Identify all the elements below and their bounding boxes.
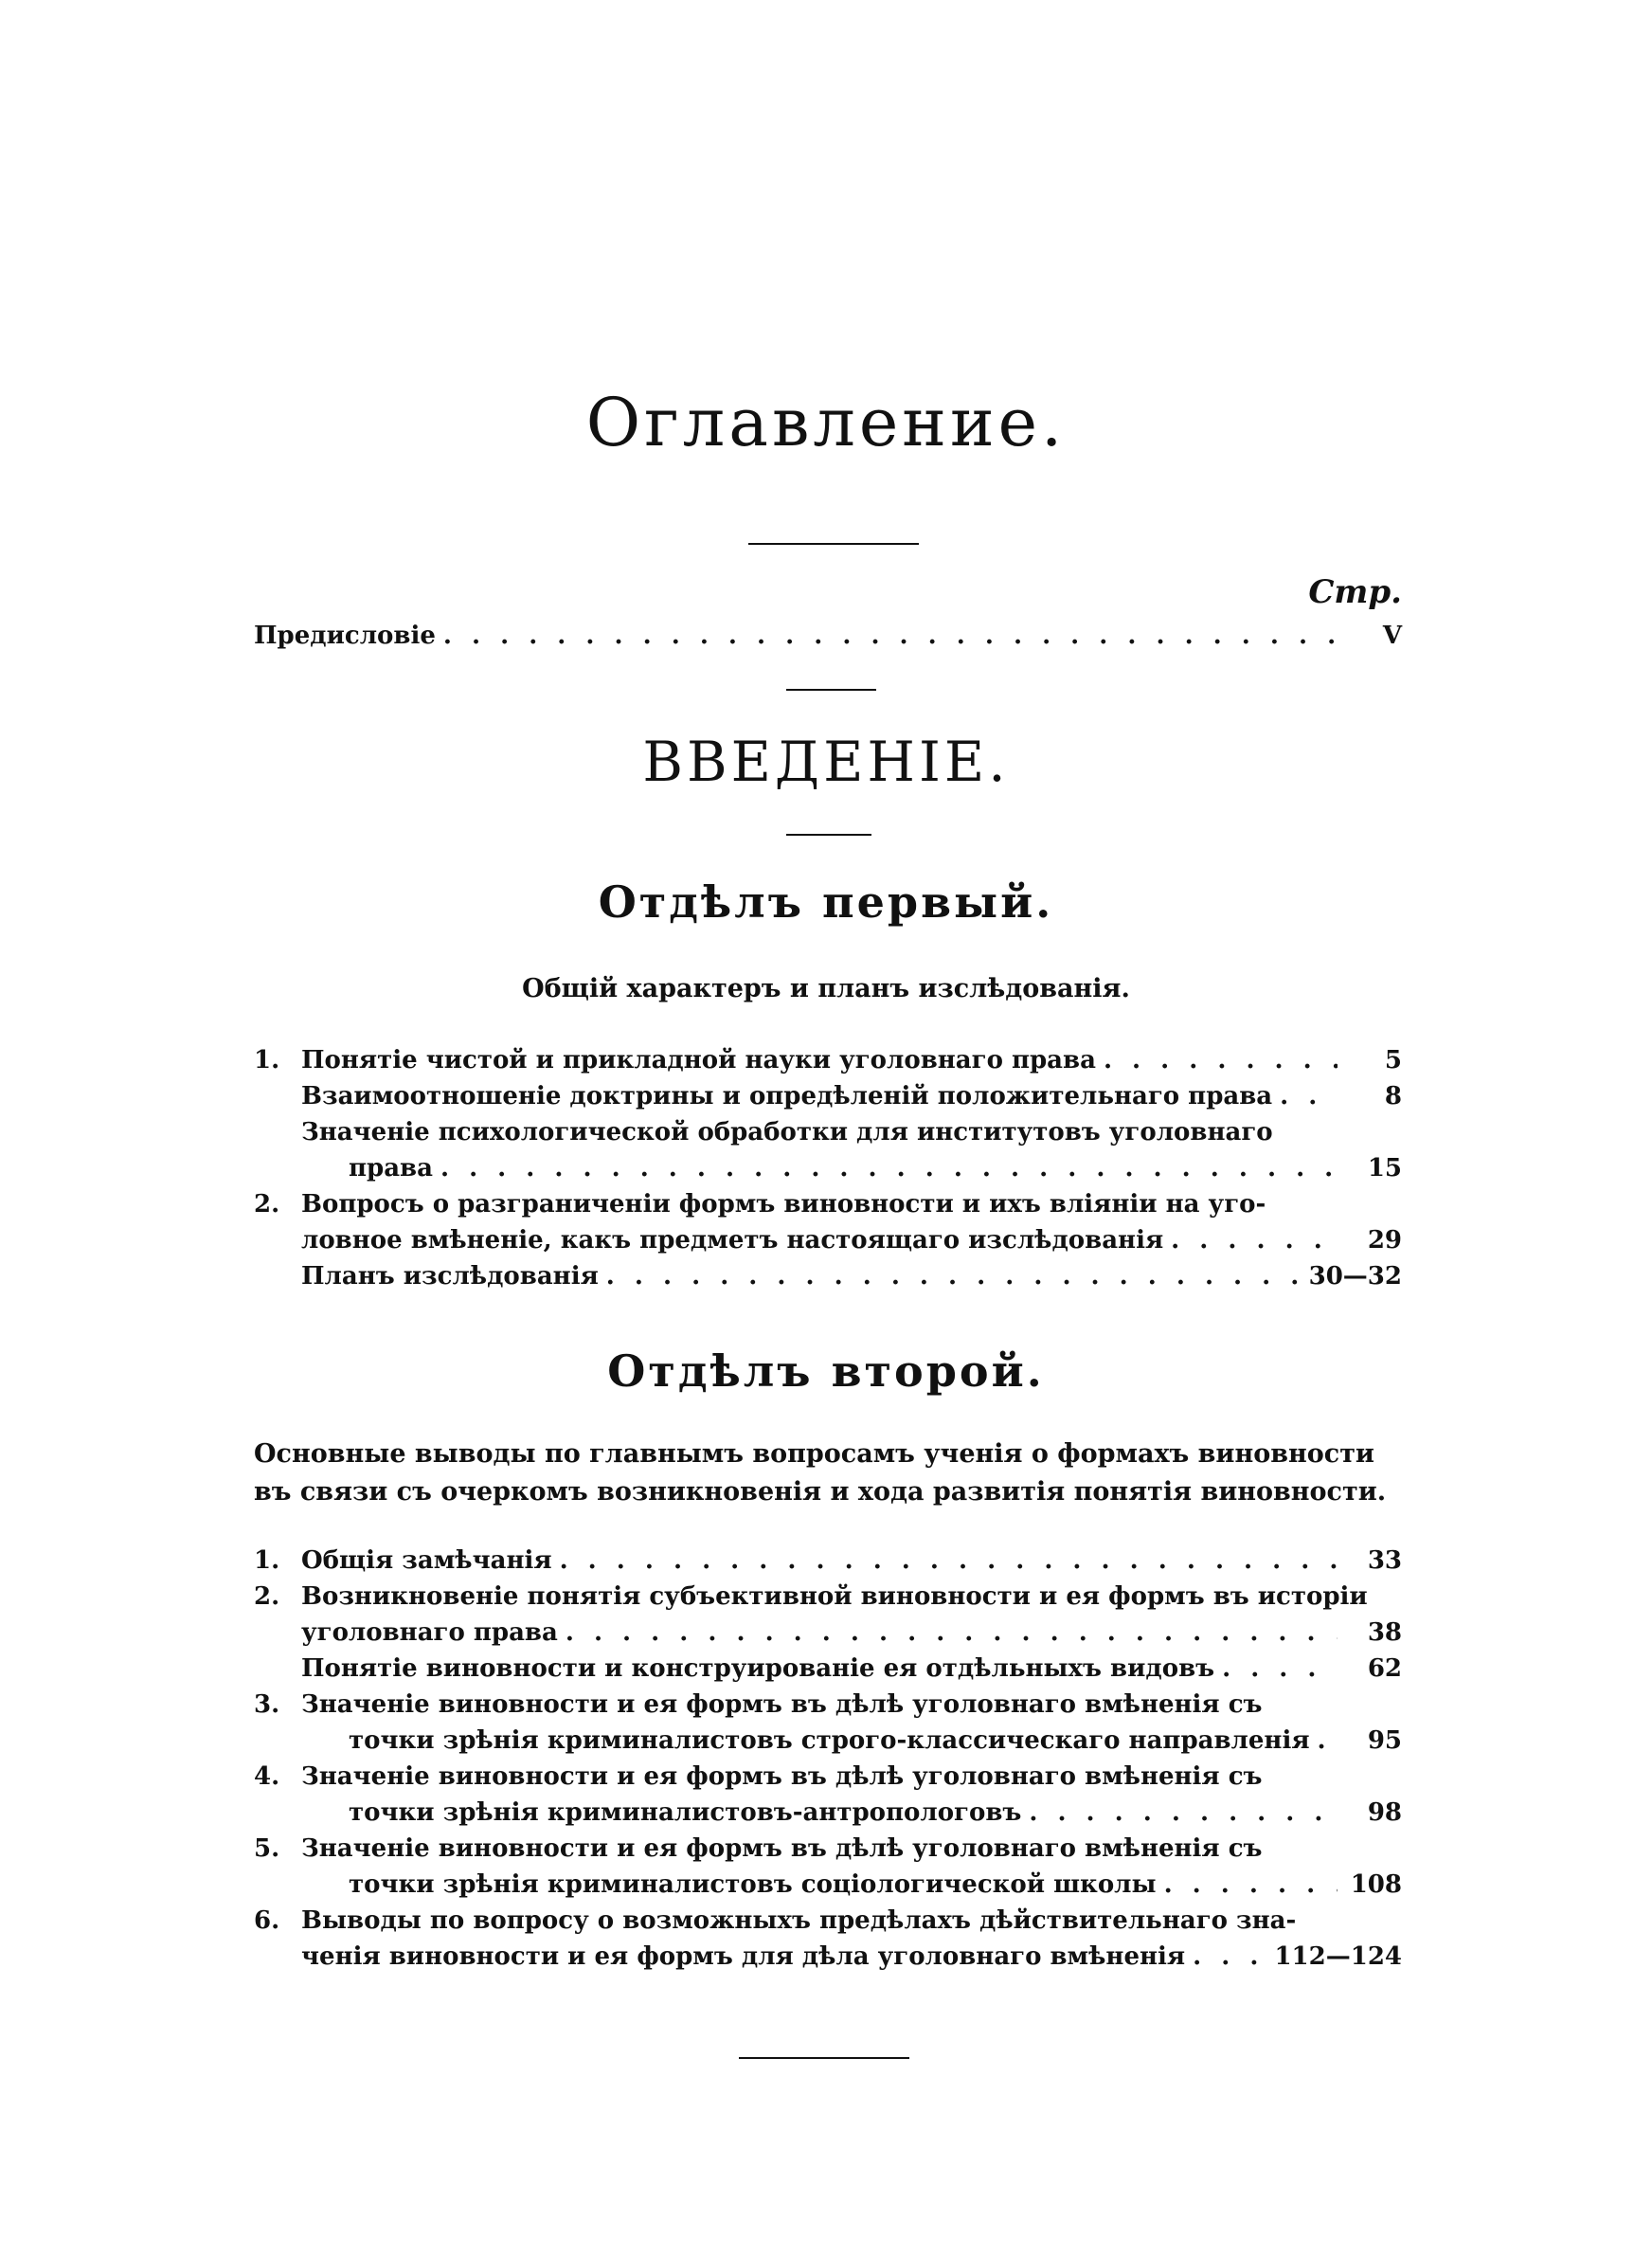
- title-rule: [748, 543, 919, 545]
- toc-row-page: 5: [1384, 1046, 1402, 1074]
- toc-row-page: 62: [1367, 1654, 1402, 1683]
- toc-row-text: точки зрѣнія криминалистовъ строго-классическаго направленія: [349, 1726, 1310, 1755]
- toc-row-text: ловное вмѣненіе, какъ предметъ настоящаго изслѣдованія: [301, 1226, 1164, 1255]
- toc-row-page: 30—32: [1308, 1262, 1402, 1291]
- toc-row: [254, 1939, 1402, 1975]
- toc-row: [254, 1759, 1402, 1795]
- toc-row-text: уголовнаго права: [301, 1618, 558, 1647]
- toc-row-num: 4.: [254, 1762, 280, 1791]
- toc-row-text: права: [349, 1154, 433, 1183]
- toc-row-num: 5.: [254, 1834, 280, 1863]
- toc-row-page: 112—124: [1274, 1942, 1402, 1971]
- toc-row: [254, 1222, 1402, 1258]
- toc-row-text: Значеніе виновности и ея формъ въ дѣлѣ уголовнаго вмѣненія съ: [301, 1690, 1263, 1719]
- toc-row-text: Вопросъ о разграниченіи формъ виновности и ихъ вліяніи на уго-: [301, 1190, 1266, 1219]
- toc-row-text: ченія виновности и ея формъ для дѣла уголовнаго вмѣненія: [301, 1942, 1186, 1971]
- toc-row-page: 29: [1367, 1226, 1402, 1255]
- toc-row: [254, 1042, 1402, 1078]
- dept1-heading: Отдѣлъ первый.: [598, 876, 1054, 928]
- toc-row: [254, 1078, 1402, 1114]
- toc-row-num: 3.: [254, 1690, 280, 1719]
- toc-row-text: Планъ изслѣдованія: [301, 1262, 599, 1291]
- toc-row-page: 38: [1367, 1618, 1402, 1647]
- leader-dots: [1280, 1078, 1338, 1114]
- toc-row: [254, 1150, 1402, 1186]
- toc-row: [254, 1579, 1402, 1615]
- page-column-label: Стр.: [1308, 573, 1402, 611]
- leader-dots: [560, 1543, 1338, 1579]
- toc-row-page: 98: [1367, 1798, 1402, 1827]
- preface-entry: [254, 618, 1402, 654]
- toc-row-page: 8: [1384, 1082, 1402, 1110]
- toc-row-page: 95: [1367, 1726, 1402, 1755]
- preface-page: V: [1382, 622, 1402, 650]
- preface-text: Предисловіе: [254, 622, 436, 650]
- leader-dots: [1104, 1042, 1338, 1078]
- toc-row-text: Значеніе виновности и ея формъ въ дѣлѣ уголовнаго вмѣненія съ: [301, 1762, 1263, 1791]
- toc-row: [254, 1903, 1402, 1939]
- dept1-subtitle: Общій характеръ и планъ изслѣдованія.: [522, 974, 1130, 1003]
- intro-heading: ВВЕДЕНІЕ.: [642, 730, 1010, 794]
- toc-row-text: Значеніе виновности и ея формъ въ дѣлѣ уголовнаго вмѣненія съ: [301, 1834, 1263, 1863]
- leader-dots: [606, 1258, 1302, 1294]
- toc-row: [254, 1186, 1402, 1222]
- leader-dots: [1318, 1723, 1338, 1759]
- toc-row: [254, 1114, 1402, 1150]
- section-rule: [786, 689, 876, 691]
- toc-row-page: 15: [1367, 1154, 1402, 1183]
- leader-dots: [566, 1615, 1338, 1651]
- dept2-subtitle-line1: Основные выводы по главнымъ вопросамъ ученія о формахъ виновности: [254, 1439, 1374, 1469]
- leader-dots: [1164, 1867, 1338, 1903]
- dept2-subtitle-line2: въ связи съ очеркомъ возникновенія и хода развитія понятія виновности.: [254, 1477, 1387, 1507]
- toc-row-text: Понятіе чистой и прикладной науки уголовнаго права: [301, 1046, 1096, 1074]
- leader-dots: [443, 618, 1338, 654]
- page-title: Оглавление.: [585, 384, 1067, 461]
- toc-row: [254, 1543, 1402, 1579]
- toc-row-page: 33: [1367, 1546, 1402, 1575]
- leader-dots: [440, 1150, 1338, 1186]
- toc-row: [254, 1687, 1402, 1723]
- toc-row-num: 1.: [254, 1546, 280, 1575]
- toc-row-page: 108: [1350, 1870, 1402, 1899]
- toc-row-text: Значеніе психологической обработки для институтовъ уголовнаго: [301, 1118, 1273, 1147]
- dept2-heading: Отдѣлъ второй.: [607, 1345, 1045, 1397]
- toc-row-num: 1.: [254, 1046, 280, 1074]
- intro-rule: [786, 834, 871, 836]
- toc-row-text: Понятіе виновности и конструированіе ея отдѣльныхъ видовъ: [301, 1654, 1215, 1683]
- toc-row: [254, 1867, 1402, 1903]
- leader-dots: [1193, 1939, 1266, 1975]
- toc-row-text: Взаимоотношеніе доктрины и опредѣленій положительнаго права: [301, 1082, 1273, 1110]
- leader-dots: [1222, 1651, 1338, 1687]
- toc-row-num: 2.: [254, 1190, 280, 1219]
- toc-row: [254, 1651, 1402, 1687]
- toc-row: [254, 1831, 1402, 1867]
- toc-row-text: точки зрѣнія криминалистовъ-антропологовъ: [349, 1798, 1022, 1827]
- leader-dots: [1029, 1795, 1338, 1831]
- toc-row-text: Возникновеніе понятія субъективной виновности и ея формъ въ исторіи: [301, 1582, 1368, 1611]
- toc-row-num: 6.: [254, 1906, 280, 1935]
- bottom-rule: [739, 2057, 909, 2059]
- toc-row-text: Общія замѣчанія: [301, 1546, 552, 1575]
- toc-row-text: Выводы по вопросу о возможныхъ предѣлахъ дѣйствительнаго зна-: [301, 1906, 1297, 1935]
- toc-row: [254, 1258, 1402, 1294]
- toc-row-num: 2.: [254, 1582, 280, 1611]
- toc-row: [254, 1723, 1402, 1759]
- leader-dots: [1171, 1222, 1338, 1258]
- toc-row-text: точки зрѣнія криминалистовъ соціологической школы: [349, 1870, 1157, 1899]
- toc-row: [254, 1615, 1402, 1651]
- toc-row: [254, 1795, 1402, 1831]
